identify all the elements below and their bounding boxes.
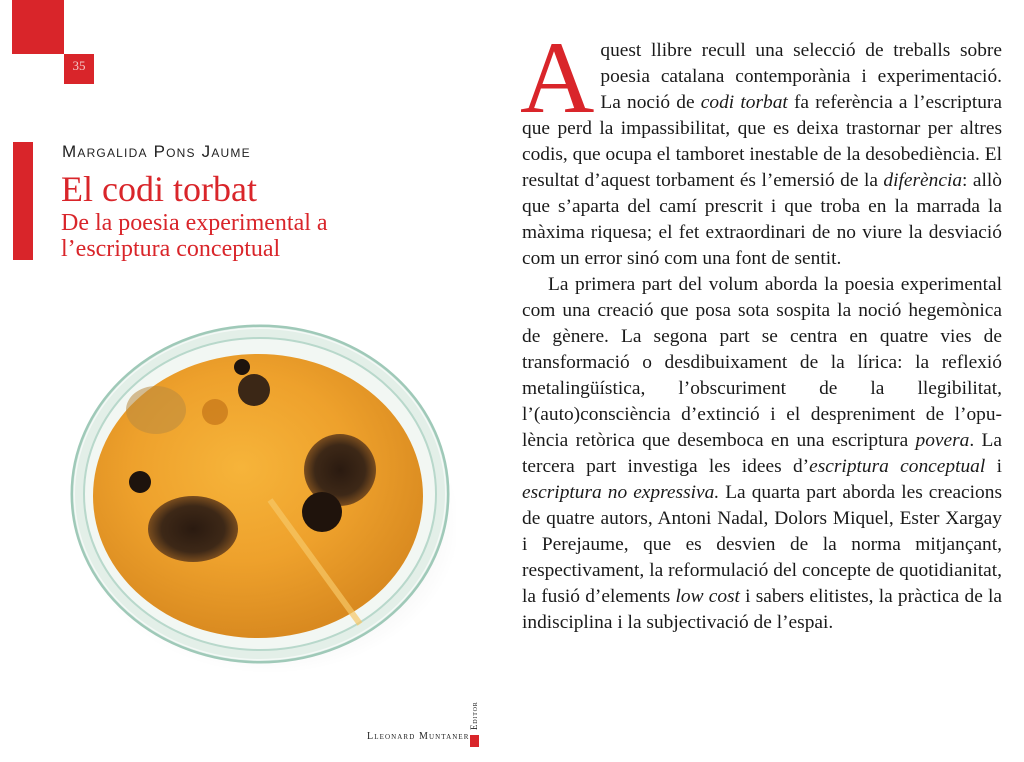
- italic-term: escriptura no expressiva.: [522, 482, 720, 503]
- italic-term: povera: [915, 430, 970, 451]
- italic-term: escriptura conceptual: [809, 456, 986, 477]
- petri-dish-image: [70, 324, 456, 674]
- italic-term: diferència: [883, 170, 963, 191]
- title-accent-bar: [13, 142, 33, 260]
- page-number: 35: [72, 58, 86, 73]
- italic-term: codi torbat: [700, 92, 788, 113]
- text-run: quest llibre recull una selecció de treballs sobre poesia catalana contemporània i experimentació. La noció de: [600, 40, 1002, 113]
- paragraph-2-content: [522, 274, 1002, 633]
- book-title: El codi torbat: [61, 169, 257, 209]
- blurb-paragraph-1: [520, 21, 1002, 272]
- text-run: La quarta part aborda les creacions de quatre autors, Antoni Nadal, Dolors Miquel, Ester Xargay i Perejaume, que es desvien de la norma mitjançant, respectivament, la reformulació del concepte de quotidianitat, la fusió d’elements: [522, 482, 1002, 607]
- text-run: . La tercera part investiga les idees d’: [522, 430, 1002, 477]
- corner-block-large: [12, 0, 64, 54]
- publisher-role: Editor: [469, 701, 479, 730]
- italic-term: low cost: [675, 586, 740, 607]
- blurb-text: [520, 21, 1002, 636]
- publisher-name: Lleonard Muntaner: [367, 731, 470, 742]
- colony-large-left: [148, 496, 238, 562]
- drop-cap: A: [520, 21, 595, 135]
- text-run: La primera part del volum aborda la poesia experimental com una creació que posa sota sospita la noció hegemònica de gènere. La segona part se centra en quatre vies de transformació o desdibuixament de la lírica: la reflexió metalingüística, l’obscuriment de la llegibilitat, l’(auto)consciència d’extinció i el despreniment de l’opulència retòrica que desemboca en una escriptura: [522, 274, 1002, 451]
- text-run: i sabers elitistes, la pràctica de la indisciplina i la subjectivació de l’espai.: [522, 586, 1002, 633]
- colony-faint: [202, 399, 228, 425]
- book-subtitle: De la poesia experimental a l’escriptura conceptual: [61, 210, 328, 262]
- colony-left-small: [129, 471, 151, 493]
- blurb-paragraph-2: [522, 272, 1002, 636]
- author-name: Margalida Pons Jaume: [62, 142, 251, 161]
- colony-top-right: [238, 374, 270, 406]
- colony-top-small: [234, 359, 250, 375]
- fuzzy-colony: [126, 386, 186, 434]
- colony-dark-centre: [302, 492, 342, 532]
- text-run: fa referència a l’escriptura que perd la impassibilitat, que es deixa trastornar per altres codis, que ocupa el tamboret inestable de la desobediència. El resultat d’aquest torbament és l’emersió de la: [522, 92, 1002, 191]
- text-run: : allò que s’aparta del camí prescrit i que troba en la marrada la màxima riquesa; el fet extraordinari de no viure la desviació com un error sinó com una font de sentit.: [522, 170, 1002, 269]
- text-run: i: [985, 456, 1002, 477]
- publisher-mark: [470, 735, 479, 747]
